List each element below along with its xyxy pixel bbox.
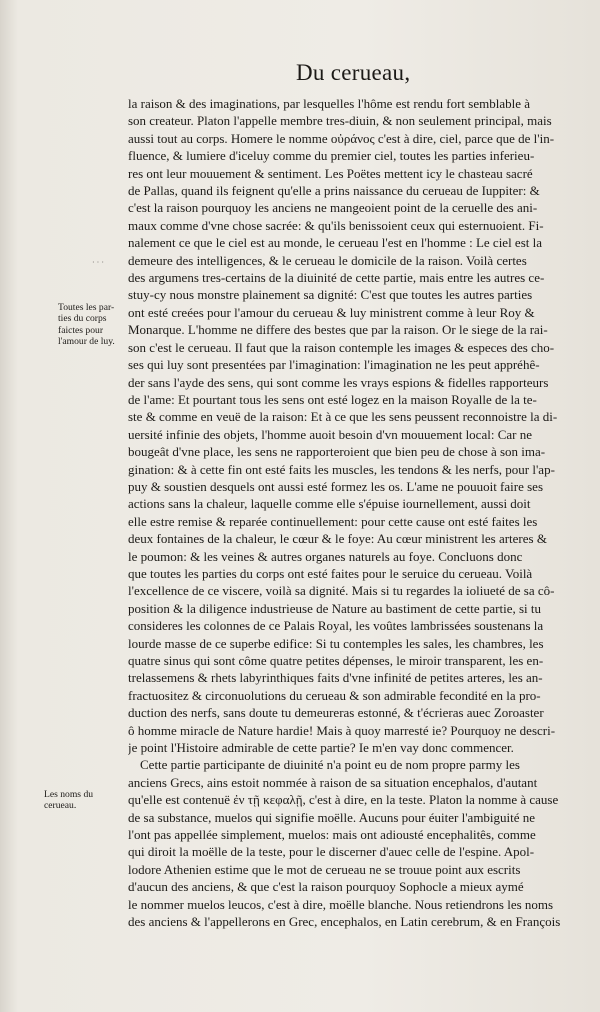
text-line: aussi tout au corps. Homere le nomme οὐράνος c'est à dire, ciel, parce que de l'in- — [128, 130, 555, 146]
text-line: quatre sinus qui sont côme quatre petites dépenses, le miroir transparent, les en- — [128, 653, 544, 668]
text-line: fluence, & lumiere d'iceluy comme du premier ciel, toutes les parties inferieu- — [128, 148, 535, 164]
text-line: ste & comme en veuë de la raison: Et à ce que les sens peussent reconnoistre la di- — [128, 409, 558, 425]
margin-note-line: Toutes les par- — [58, 302, 115, 313]
text-line: consideres les colonnes de ce Palais Royal, les voûtes lambrissées soustenans la — [128, 618, 544, 634]
margin-note-line: Les noms du — [44, 789, 94, 800]
text-line: der sans l'ayde des sens, qui sont comme les vrays espions & fidelles rapporteurs — [128, 374, 549, 390]
text-line: anciens Grecs, ains estoit nommée à raison de sa situation encephalos, d'autant — [128, 774, 538, 790]
text-line: fractuositez & circonuolutions du cerueau & son admirable fecondité en la pro- — [128, 687, 541, 703]
text-line: l'ont pas appellée simplement, muelos: mais ont adiousté encephalitês, comme — [128, 827, 536, 843]
text-line: de sa substance, muelos qui signifie moëlle. Aucuns pour éuiter l'ambiguité ne — [128, 809, 536, 825]
text-line: maux comme d'vne chose sacrée: & qu'ils benissoient ceux qui esternuoient. Fi- — [128, 217, 544, 233]
text-line: uersité infinie des objets, l'homme auoit besoin d'vn mouuement local: Car ne — [128, 426, 532, 442]
margin-note-names — [44, 789, 114, 812]
text-line: deux fontaines de la chaleur, le cœur & le foye: Au cœur ministrent les arteres & — [128, 531, 547, 547]
text-line: qu'elle est contenuë ἐν τῇ κεφαλῇ, c'est à dire, en la teste. Platon la nomme à cause — [128, 792, 559, 808]
text-line: lourde masse de ce superbe edifice: Si tu contemples les sales, les chambres, les — [128, 635, 544, 651]
text-line: que toutes les parties du corps ont esté faites pour le seruice du cerueau. Voilà — [128, 565, 533, 581]
text-line: nalement ce que le ciel est au monde, le cerueau l'est en l'homme : Le ciel est la — [128, 235, 543, 251]
text-line: elle estre remise & reparée continuellement: pour cette cause ont esté faites les — [128, 513, 538, 529]
text-line: lodore Athenien estime que le mot de cerueau ne se trouue point aux escrits — [128, 861, 521, 877]
text-line: duction des nerfs, sans doute tu demeureras estonné, & t'écrieras auec Zoroaster — [128, 705, 544, 721]
text-line: Cette partie participante de diuinité n'a point eu de nom propre parmy les — [140, 757, 520, 773]
margin-mark: · · · — [92, 258, 104, 267]
margin-note-line: cerueau. — [44, 800, 77, 812]
text-line: des argumens tres-certains de la diuinité de cette partie, mais entre les autres ce- — [128, 270, 545, 286]
text-line: la raison & des imaginations, par lesquelles l'hôme est rendu fort semblable à — [128, 96, 530, 111]
text-line: son c'est le cerueau. Il faut que la raison contemple les images & especes des cho- — [128, 339, 555, 355]
text-line: ont esté creées pour l'amour du cerueau & luy ministrent comme à leur Roy & — [128, 304, 535, 320]
text-line: gination: & à cette fin ont esté faits les muscles, les tendons & les nerfs, pour l'ap- — [128, 461, 555, 477]
text-line: res ont leur mouuement & sentiment. Les Poëtes mettent icy le chasteau sacré — [128, 165, 533, 181]
text-line: demeure des intelligences, & le cerueau le domicile de la raison. Voilà certes — [128, 252, 527, 268]
text-line: de Pallas, quand ils feignent qu'elle a prins naissance du cerueau de Iuppiter: & — [128, 183, 540, 199]
text-line: actions sans la chaleur, laquelle comme elle s'épuise iournellement, aussi doit — [128, 496, 531, 512]
text-line: position & la diligence industrieuse de Nature au bastiment de cette partie, si tu — [128, 600, 541, 616]
text-line: c'est la raison pourquoy les anciens ne mangeoient point de la ceruelle des ani- — [128, 200, 538, 216]
running-header: Du cerueau, — [296, 60, 411, 85]
text-line: ô homme miracle de Nature hardie! Mais à quoy marresté ie? Pourquoy ne descri- — [128, 722, 556, 738]
body-text — [128, 95, 596, 931]
text-line: d'aucun des anciens, & que c'est la raison pourquoy Sophocle a mieux aymé — [128, 879, 524, 895]
text-line: son createur. Platon l'appelle membre tres-diuin, & non seulement principal, mais — [128, 113, 552, 129]
margin-note-line: ties du corps — [58, 313, 107, 325]
margin-note-line: l'amour de luy. — [58, 336, 115, 348]
text-line: stuy-cy nous monstre plainement sa dignité: C'est que toutes les autres parties — [128, 287, 533, 303]
text-line: trelassemens & rhets labyrinthiques faits d'vne infinité de petites arteres, les an- — [128, 670, 543, 686]
text-line: le nommer muelos leucos, c'est à dire, moëlle blanche. Nous retiendrons les noms — [128, 896, 554, 912]
margin-note-line: faictes pour — [58, 324, 104, 336]
text-line: qui diroit la moëlle de la teste, pour le discerner d'auec celle de l'espine. Apol- — [128, 844, 535, 860]
text-line: de l'ame: Et pourtant tous les sens ont esté logez en la maison Royalle de la te- — [128, 391, 537, 407]
text-line: ses qui luy sont presentées par l'imagination: l'imagination ne les peut appréhê- — [128, 357, 540, 373]
text-line: Monarque. L'homme ne differe des bestes que par la raison. Or le siege de la rai- — [128, 322, 548, 338]
margin-note-parts — [58, 302, 128, 348]
text-line: bougeât d'vne place, les sens ne rapporteroient que bien peu de chose à son ima- — [128, 444, 546, 460]
text-line: puy & soustien desquels ont aussi esté formez les os. L'ame ne pouuoit faire ses — [128, 478, 544, 494]
text-line: des anciens & l'appellerons en Grec, encephalos, en Latin cerebrum, & en François — [128, 914, 561, 930]
text-line: le poumon: & les veines & autres organes naturels au foye. Concluons donc — [128, 548, 523, 564]
text-line: l'excellence de ce viscere, voilà sa dignité. Mais si tu regardes la ioliueté de sa cô- — [128, 583, 555, 599]
text-line: je point l'Histoire admirable de cette partie? Ie m'en vay donc commencer. — [128, 740, 514, 756]
